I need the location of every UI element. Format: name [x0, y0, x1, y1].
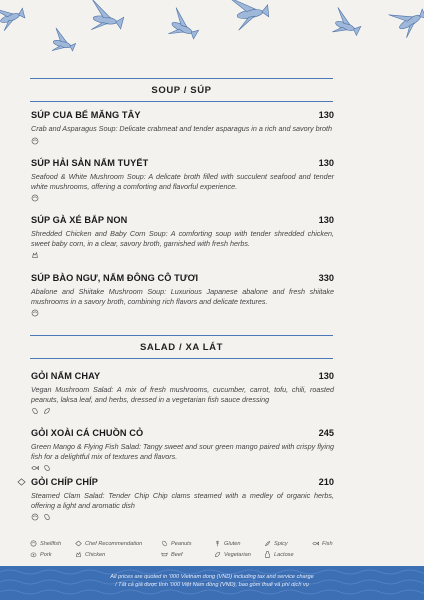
menu-item	[31, 158, 334, 202]
menu-item	[31, 215, 334, 259]
legend-item	[214, 551, 251, 558]
fish-icon	[31, 464, 39, 472]
vegetarian-icon	[214, 551, 221, 558]
peanuts-icon	[43, 464, 51, 472]
legend-label: Vegetarian	[224, 551, 251, 558]
legend-item	[214, 540, 240, 547]
pork-icon	[30, 551, 37, 558]
legend-item	[312, 540, 333, 547]
flying-fish-illustration	[0, 0, 424, 62]
beef-icon	[161, 551, 168, 558]
legend-item	[30, 540, 61, 547]
price-note	[0, 574, 424, 589]
chef-recommendation-icon	[17, 478, 26, 486]
legend-item	[30, 551, 52, 558]
legend-item	[264, 551, 294, 558]
peanuts-icon	[43, 513, 51, 521]
item-name: GỎI NẤM CHAY	[31, 371, 101, 381]
menu-item	[31, 477, 334, 521]
chicken-icon	[75, 551, 82, 558]
item-name: GỎI XOÀI CÁ CHUỒN CỎ	[31, 428, 144, 438]
item-price: 130	[318, 215, 334, 225]
legend-label: Chicken	[85, 551, 106, 558]
spicy-icon	[264, 540, 271, 547]
shellfish-icon	[31, 194, 39, 202]
item-price: 130	[318, 110, 334, 120]
legend-item	[75, 540, 142, 547]
item-name: SÚP CUA BỂ MĂNG TÂY	[31, 110, 141, 120]
legend-item	[161, 551, 183, 558]
legend-label: Chef Recommendation	[85, 540, 143, 547]
item-description: Shredded Chicken and Baby Corn Soup: A comforting soup with tender shredded chicken, sweet baby corn, in a clear, savory broth, garnished with fresh herbs.	[31, 229, 334, 248]
section-title-soup: SOUP / SÚP	[151, 85, 212, 96]
item-price: 130	[318, 158, 334, 168]
menu-item	[31, 428, 334, 472]
section-title-salad: SALAD / XA LÁT	[140, 342, 223, 353]
legend-item	[75, 551, 105, 558]
item-price: 210	[318, 477, 334, 487]
item-description: Green Mango & Flying Fish Salad: Tangy sweet and sour green mango paired with crispy flying fish for a delightful mix of textures and flavors.	[31, 442, 334, 461]
item-name: SÚP GÀ XÉ BẮP NON	[31, 215, 128, 225]
legend-label: Shellfish	[40, 540, 62, 547]
item-price: 245	[318, 428, 334, 438]
shellfish-icon	[31, 513, 39, 521]
vegetarian-icon	[43, 407, 51, 415]
section-rule	[30, 358, 333, 359]
shellfish-icon	[31, 309, 39, 317]
item-name: SÚP HẢI SẢN NẤM TUYẾT	[31, 158, 149, 168]
legend-label: Pork	[40, 551, 52, 558]
menu-item	[31, 110, 334, 145]
price-note-footer	[0, 566, 424, 600]
item-description: Crab and Asparagus Soup: Delicate crabmeat and tender asparagus in a rich and savory broth	[31, 124, 332, 133]
gluten-icon	[214, 540, 221, 547]
legend-label: Lactose	[274, 551, 294, 558]
legend-item	[264, 540, 288, 547]
item-description: Steamed Clam Salad: Tender Chip Chip clams steamed with a medley of organic herbs, offering a light and aromatic dish	[31, 491, 334, 510]
section-rule	[30, 101, 333, 102]
legend-label: Beef	[171, 551, 183, 558]
peanuts-icon	[31, 407, 39, 415]
allergen-legend	[30, 540, 340, 562]
legend-item	[161, 540, 192, 547]
item-name: SÚP BÀO NGƯ, NẤM ĐÔNG CÔ TƯƠI	[31, 273, 199, 283]
section-rule	[30, 78, 333, 79]
item-description: Vegan Mushroom Salad: A mix of fresh mushrooms, cucumber, carrot, tofu, chili, roasted peanuts, laksa leaf, and herbs, dressed in a vegetarian fish sauce dressing	[31, 385, 334, 404]
section-rule	[30, 335, 333, 336]
shellfish-icon	[30, 540, 37, 547]
item-description: Seafood & White Mushroom Soup: A delicate broth filled with succulent seafood and tender white mushrooms, offering a comforting and flavorful experience.	[31, 172, 334, 191]
price-note-vietnamese: / Tất cả giá được tính '000 Việt Nam đồng (VND), bao gồm thuế và phí dịch vụ	[115, 581, 309, 588]
price-note-english: All prices are quoted in '000 Vietnam dong (VND) including tax and service charge	[110, 574, 314, 580]
fish-icon	[312, 540, 319, 547]
menu-item	[31, 371, 334, 415]
legend-label: Fish	[322, 540, 333, 547]
legend-label: Gluten	[224, 540, 241, 547]
menu-item	[31, 273, 334, 317]
shellfish-icon	[31, 137, 39, 145]
legend-label: Spicy	[274, 540, 288, 547]
item-price: 130	[318, 371, 334, 381]
item-description: Abalone and Shiitake Mushroom Soup: Luxurious Japanese abalone and fresh shiitake mushrooms in a savory broth, combining rich flavors and delicate textures.	[31, 287, 334, 306]
item-price: 330	[318, 273, 334, 283]
peanuts-icon	[161, 540, 168, 547]
lactose-icon	[264, 551, 271, 558]
item-name: GỎI CHÍP CHÍP	[31, 477, 98, 487]
chicken-icon	[31, 251, 39, 259]
chef-recommendation-icon	[75, 540, 82, 547]
legend-label: Peanuts	[171, 540, 192, 547]
